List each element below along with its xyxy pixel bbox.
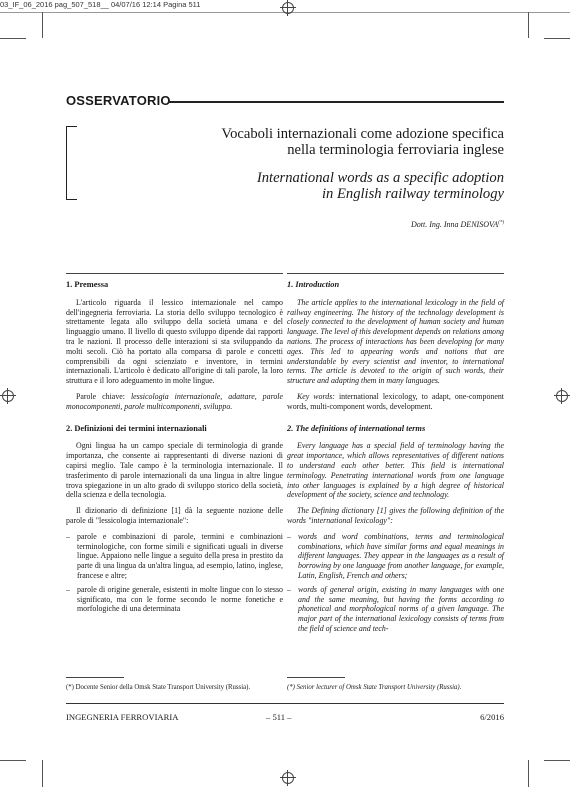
title-english: International words as a specific adoption in English railway terminology [256,170,504,202]
heading-definizioni: 2. Definizioni dei termini internazionali [66,423,207,433]
title-bracket [66,126,77,200]
section-heading: OSSERVATORIO [66,93,171,108]
crop-mark [544,760,570,761]
paragraph: The Defining dictionary [1] gives the following definition of the words "international lexicology": [287,506,504,525]
heading-introduction: 1. Introduction [287,280,340,289]
heading-premessa: 1. Premessa [66,280,109,289]
crop-mark [42,12,43,38]
list-item: – words of general origin, existing in many languages with one and the same meaning, but having the forms according to phonetical and morphological norms of a given language. The major part of the international lexicology consists of terms from the field of science and tech- [287,584,504,633]
crop-mark [0,760,26,761]
footnote-rule [287,677,345,678]
heading-definitions: 2. The definitions of international terms [287,423,426,433]
section-rule [168,101,504,103]
footer-journal: INGEGNERIA FERROVIARIA [66,712,179,722]
crop-mark [0,38,26,39]
footer-rule [66,703,504,704]
paragraph: Every language has a special field of terminology having the great importance, which allows representatives of different nations to understand each other better. This field is international terminology. Penetrating international words from one language into other languages is explained by a high degree of historical development of the society, science and technology. [287,441,504,500]
title-italian: Vocaboli internazionali come adozione specifica nella terminologia ferroviaria inglese [221,126,504,158]
footer-issue: 6/2016 [480,712,504,722]
list-item: – parole di origine generale, esistenti in molte lingue con lo stesso significato, ma con le forme secondo le norme fonetiche e morfologiche di una determinata [66,584,283,614]
crop-mark [528,760,529,787]
paragraph: Ogni lingua ha un campo speciale di terminologia di grande importanza, che consente ai rappresentanti di diverse nazioni di capirsi meglio. Tale campo è la terminologia internazionale. Il trasferimento di parole internazionali da una lingua in altre lingue trova spiegazione in un alto grado di sviluppo storico della società, della scienza e della tecnologia. [66,441,283,500]
column-rule [66,273,283,274]
english-column [287,280,504,638]
paragraph: The article applies to the international lexicology in the field of railway engineering. The history of the technology development is closely connected to the development of human society and human language. The level of this development depends on relations among nations. The process of interactions has been developing for many ages. This led to appearing words and notions that are understandable by every scientist and inventor, to international terms. The article is devoted to the origin of such words, their structure and adapting them in many languages. [287,297,504,386]
crop-mark [528,12,529,38]
footer-page-number: – 511 – [266,712,292,722]
print-slug: 03_IF_06_2016 pag_507_518__ 04/07/16 12:14 Pagina 511 [0,0,201,9]
paragraph: Il dizionario di definizione [1] dà la seguente nozione delle parole di "lessicologia internazionale": [66,506,283,525]
crop-mark [42,760,43,787]
italian-column [66,280,283,618]
list-item: – parole e combinazioni di parole, termini e combinazioni terminologiche, con forme simili e significati uguali in diverse lingue. Appaiono nelle lingue a seguito della presa in prestito da parte di una lingua da un'altra lingua, ad esempio, latino, inglese, francese e altre; [66,531,283,580]
registration-mark-icon [282,772,294,784]
footnote-rule [66,677,124,678]
author-line: Dott. Ing. Inna DENISOVA(*) [410,220,504,229]
keywords: Key words: international lexicology, to adapt, one-component words, multi-component words, development. [287,391,504,411]
registration-mark-icon [2,390,14,402]
keywords: Parole chiave: lessicologia internazionale, adattare, parole monocomponenti, parole multicomponenti, sviluppo. [66,391,283,411]
column-rule [287,273,504,274]
registration-mark-icon [556,390,568,402]
crop-mark [544,38,570,39]
registration-mark-icon [282,2,294,14]
list-item: – words and word combinations, terms and terminological combinations, which have similar forms and equal meanings in different languages. They appear in the languages as a result of borrowing by one language from another language, for example, Latin, English, French and others; [287,531,504,580]
footnote-english: (*) Senior lecturer of Omsk State Transport University (Russia). [287,684,462,691]
paragraph: L'articolo riguarda il lessico internazionale nel campo dell'ingegneria ferroviaria. La storia dello sviluppo tecnologico è strettamente legata allo sviluppo della società umana e del linguaggio umano. Il livello di questo sviluppo dipende dai rapporti tra le nazioni. Il processo delle interazioni si sta sviluppando da molti secoli. Ciò ha portato alla comparsa di parole e concetti comprensibili da ogni scienziato e inventore, in termini internazionali. L'articolo è dedicato all'origine di tali parole, la loro struttura e il loro adeguamento in molte lingue. [66,297,283,386]
footnote-italian: (*) Docente Senior della Omsk State Transport University (Russia). [66,684,251,691]
